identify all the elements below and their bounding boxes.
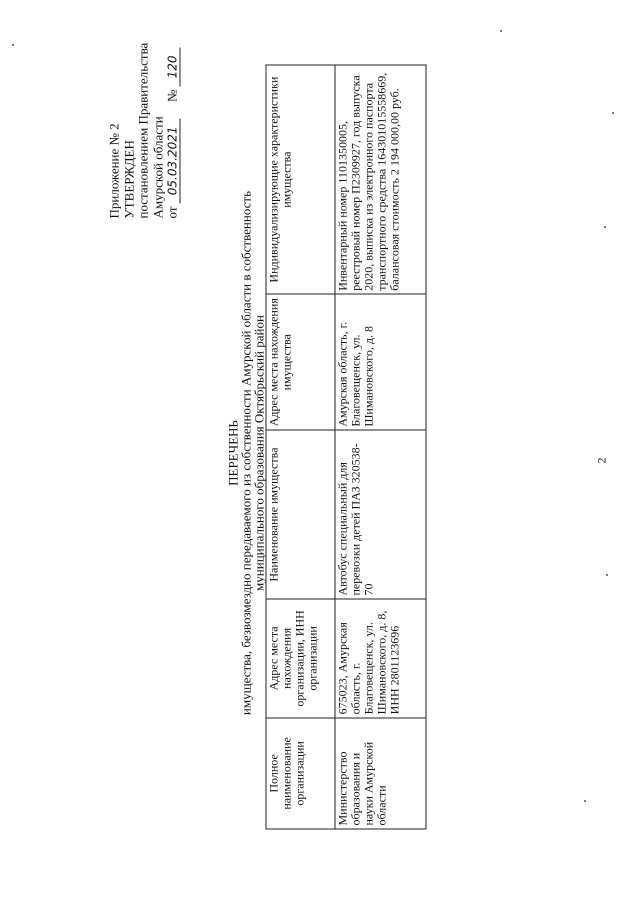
- cell-characteristics: Инвентарный номер 1101350005, реестровый номер П2309927, год выпуска 2020, выписка из электронного паспорта транспортного средства 164301015558669, балансовая стоимость 2 194 000,00 руб.: [335, 65, 426, 294]
- document-title: ПЕРЕЧЕНЬ: [225, 419, 240, 486]
- header-property-name: Наименование имущества: [266, 430, 335, 599]
- approved-label: УТВЕРЖДЕН: [120, 139, 136, 218]
- scan-speck: [584, 800, 586, 802]
- table-header-row: [266, 65, 335, 829]
- scan-speck: [500, 30, 502, 32]
- table-row: [335, 65, 426, 829]
- cell-org-address: 675023, Амурская область, г. Благовещенск, ул. Шимановского, д. 8, ИНН 2801123696: [335, 599, 426, 718]
- date-prefix: от: [164, 205, 179, 218]
- property-table: [265, 64, 426, 829]
- approval-block: [107, 42, 180, 218]
- handwritten-date: 05.03.2021: [165, 118, 180, 203]
- cell-org-name: Министерство образования и науки Амурской области: [335, 717, 426, 828]
- heading-line-2: муниципального образования Октябрьский район: [251, 314, 266, 591]
- scan-speck: [604, 226, 606, 228]
- appendix-label: Приложение № 2: [106, 122, 121, 218]
- document-heading: [226, 0, 265, 905]
- scan-speck: [612, 112, 614, 114]
- header-org-name: Полное наименование организации: [266, 717, 335, 828]
- number-label: №: [164, 89, 179, 102]
- page-number: 2: [594, 457, 608, 463]
- header-characteristics: Индивидуализирующие характеристики имущества: [266, 65, 335, 294]
- decree-label: постановлением Правительства: [135, 42, 150, 218]
- scan-speck: [606, 574, 608, 576]
- cell-property-name: Автобус специальный для перевозки детей ПАЗ 320538-70: [335, 430, 426, 599]
- header-org-address: Адрес места нахождения организации, ИНН организации: [266, 599, 335, 718]
- heading-line-1: имущества, безвозмездно передаваемого из собственности Амурской области в собственность: [238, 190, 253, 715]
- date-number-line: [165, 42, 180, 218]
- handwritten-number: 120: [165, 47, 180, 86]
- region-label: Амурской области: [149, 115, 165, 218]
- header-property-address: Адрес места нахождения имущества: [266, 294, 335, 430]
- scan-speck: [12, 44, 14, 46]
- cell-property-address: Амурская область, г. Благовещенск, ул. Шимановского, д. 8: [335, 294, 426, 430]
